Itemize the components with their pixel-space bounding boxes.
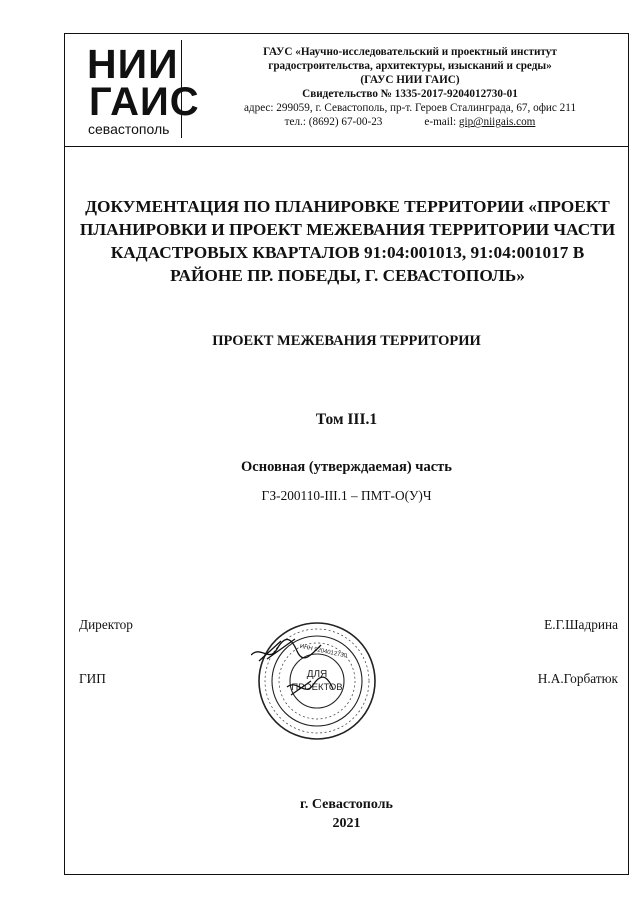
logo (77, 40, 200, 138)
org-email-label: e-mail: (424, 116, 457, 128)
logo-line-1: НИИ (87, 41, 179, 87)
stamp-center-line-2: ПРОЕКТОВ (291, 682, 343, 693)
org-certificate: Свидетельство № 1335-2017-9204012730-01 (302, 88, 518, 100)
document-frame (64, 33, 629, 875)
footer-year: 2021 (332, 816, 361, 831)
document-code: ГЗ-200110-III.1 – ПМТ-О(У)Ч (261, 488, 432, 503)
stamp-inner-text: ИНН 9204012730 (299, 643, 348, 660)
document-title: ДОКУМЕНТАЦИЯ ПО ПЛАНИРОВКЕ ТЕРРИТОРИИ «ПРОЕКТ ПЛАНИРОВКИ И ПРОЕКТ МЕЖЕВАНИЯ ТЕРРИТОРИИ ЧАСТИ КАДАСТРОВЫХ КВАРТАЛОВ 91:04:001013, 91:04:001017 В РАЙОНЕ ПР. ПОБЕДЫ, Г. СЕВАСТОПОЛЬ» (79, 197, 616, 285)
document-part: Основная (утверждаемая) часть (241, 459, 452, 475)
org-email-block (424, 115, 535, 129)
document-header (65, 34, 628, 147)
org-name-line-2: градостроительства, архитектуры, изысканий и среды» (268, 60, 552, 72)
stamp-center-line-1: ДЛЯ (306, 669, 328, 680)
gip-label: ГИП (79, 671, 106, 686)
document-volume: Том III.1 (315, 411, 378, 428)
org-abbreviation: (ГАУС НИИ ГАИС) (360, 74, 460, 86)
org-phone: тел.: (8692) 67-00-23 (284, 116, 383, 128)
director-label: Директор (79, 617, 133, 632)
organization-info (195, 45, 625, 129)
org-address: адрес: 299059, г. Севастополь, пр-т. Героев Сталинграда, 67, офис 211 (243, 102, 577, 114)
org-contacts (195, 115, 625, 129)
org-email-link[interactable]: gip@niigais.com (458, 116, 536, 128)
document-footer (65, 795, 628, 833)
gip-name: Н.А.Горбатюк (537, 671, 618, 686)
seal-stamp-icon (251, 615, 381, 745)
logo-line-3: севастополь (88, 121, 170, 137)
footer-city: г. Севастополь (300, 797, 393, 812)
director-name: Е.Г.Шадрина (544, 617, 618, 632)
org-name-line-1: ГАУС «Научно-исследовательский и проектный институт (263, 46, 557, 58)
logo-line-2: ГАИС (89, 80, 200, 124)
document-subtitle: ПРОЕКТ МЕЖЕВАНИЯ ТЕРРИТОРИИ (212, 333, 481, 349)
